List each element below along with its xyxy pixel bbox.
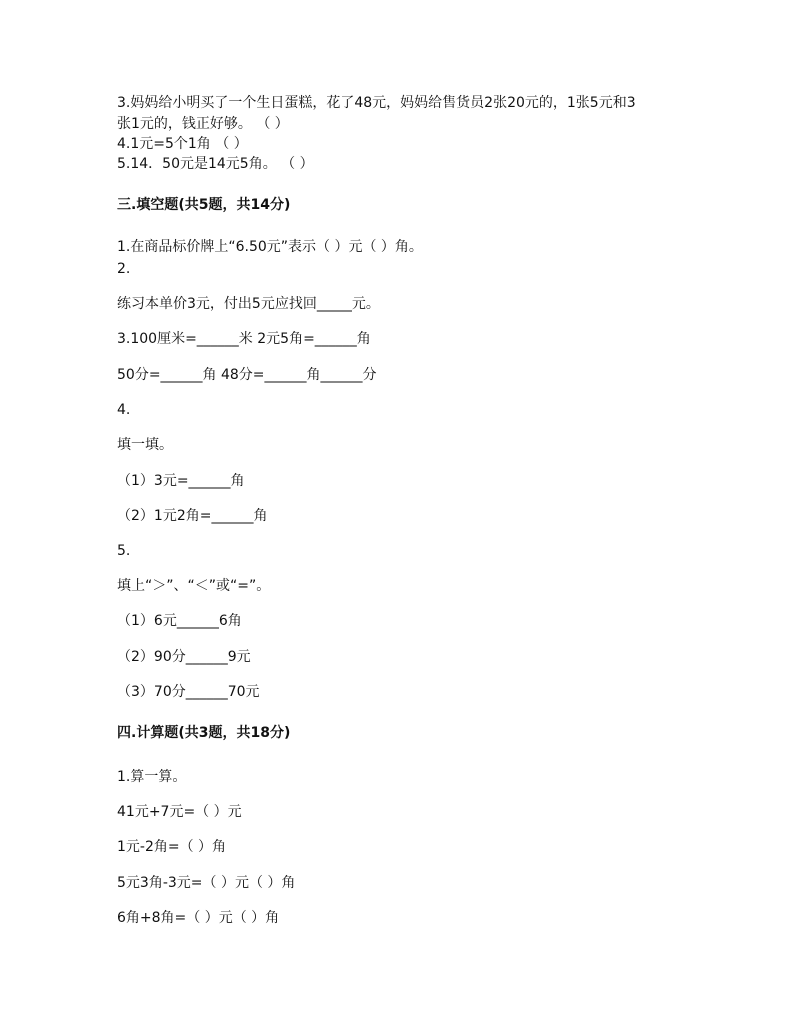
section3-q4-item2: （2）1元2角=______角 [117,508,268,524]
section3-heading: 三.填空题(共5题，共14分) [117,197,291,213]
section3-q2-text: 练习本单价3元，付出5元应找回_____元。 [117,296,380,312]
section3-q5-number: 5. [117,543,131,559]
section3-q2-number: 2. [117,261,131,277]
section3-q5-item2: （2）90分______9元 [117,649,251,665]
section3-q5-text: 填上“＞”、“＜”或“=”。 [117,578,271,594]
section4-q1-item4: 6角+8角=（ ）元（ ）角 [117,910,280,926]
section3-q3-line2: 50分=______角 48分=______角______分 [117,367,377,383]
judgement-q4: 4.1元=5个1角 （ ） [117,136,248,152]
section4-q1-title: 1.算一算。 [117,769,187,785]
section4-q1-item1: 41元+7元=（ ）元 [117,804,242,820]
section3-q1: 1.在商品标价牌上“6.50元”表示（ ）元（ ）角。 [117,239,423,255]
judgement-q3-line2: 张1元的，钱正好够。 （ ） [117,116,289,132]
section3-q4-number: 4. [117,402,131,418]
section4-heading: 四.计算题(共3题，共18分) [117,725,291,741]
section4-q1-item2: 1元-2角=（ ）角 [117,839,227,855]
section4-q1-item3: 5元3角-3元=（ ）元（ ）角 [117,875,296,891]
section3-q4-item1: （1）3元=______角 [117,473,245,489]
section3-q5-item3: （3）70分______70元 [117,684,260,700]
judgement-q5: 5.14．50元是14元5角。 （ ） [117,156,314,172]
section3-q3-line1: 3.100厘米=______米 2元5角=______角 [117,331,371,347]
section3-q5-item1: （1）6元______6角 [117,613,242,629]
judgement-q3-line1: 3.妈妈给小明买了一个生日蛋糕，花了48元，妈妈给售货员2张20元的，1张5元和3 [117,95,636,111]
section3-q4-text: 填一填。 [117,437,173,453]
